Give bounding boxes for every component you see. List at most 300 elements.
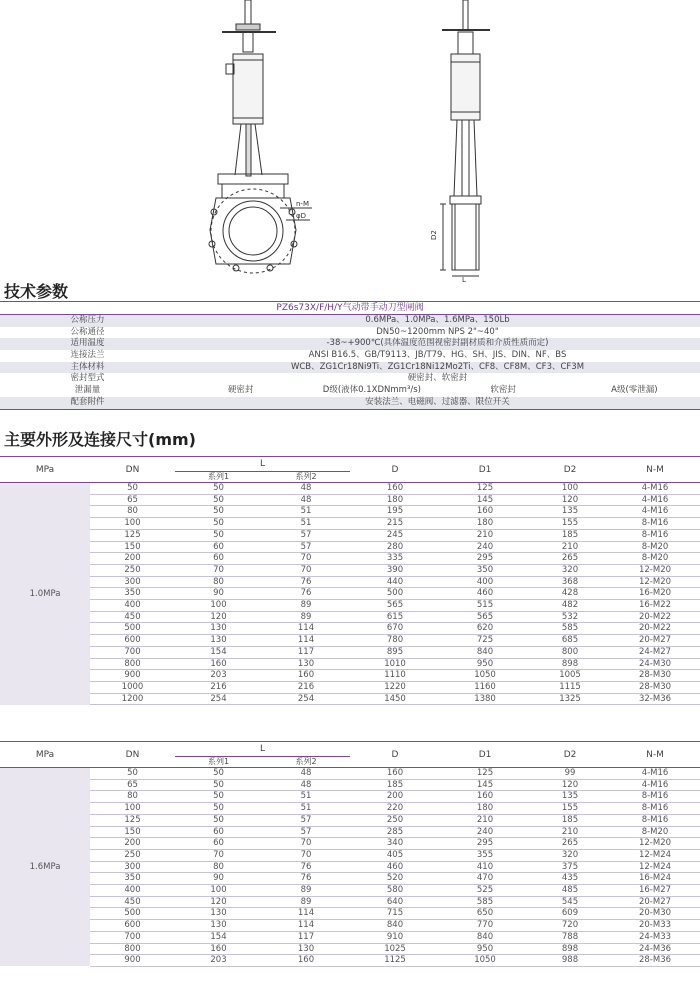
table-cell: 545	[530, 896, 610, 908]
table-cell: 24-M36	[610, 943, 700, 955]
table-cell: 1125	[350, 955, 440, 967]
table-row	[0, 564, 700, 576]
table-cell: 50	[175, 483, 262, 495]
params-rows	[0, 315, 700, 385]
table-cell: 1450	[350, 693, 440, 705]
table-cell: 216	[175, 681, 262, 693]
params-value: DN50~1200mm NPS 2"~40"	[376, 326, 499, 337]
table-cell: 375	[530, 861, 610, 873]
table-cell: 203	[175, 955, 262, 967]
table-cell: 185	[530, 529, 610, 541]
table-cell: 125	[440, 483, 530, 495]
table-row	[0, 896, 700, 908]
table-cell: 50	[175, 779, 262, 791]
params-value: 硬密封、软密封	[407, 373, 468, 384]
table-row	[0, 646, 700, 658]
table-cell: 50	[175, 529, 262, 541]
table-cell: 1005	[530, 670, 610, 682]
table-cell: 216	[262, 681, 350, 693]
table-cell: 60	[175, 826, 262, 838]
table-cell: 160	[440, 506, 530, 518]
table-cell: 520	[350, 873, 440, 885]
table-cell: 154	[175, 931, 262, 943]
table-cell: 160	[262, 955, 350, 967]
table-cell: 180	[440, 803, 530, 815]
table-cell: 89	[262, 600, 350, 612]
table-cell: 428	[530, 588, 610, 600]
table-cell: 410	[440, 861, 530, 873]
table-row	[0, 791, 700, 803]
params-label: 公称压力	[70, 315, 105, 325]
table-cell: 240	[440, 826, 530, 838]
dims-title: 主要外形及连接尺寸(mm)	[4, 430, 196, 449]
table-cell: 130	[262, 658, 350, 670]
col-d2: D2	[563, 464, 577, 475]
table-cell: 770	[440, 920, 530, 932]
table-cell: 20-M22	[610, 623, 700, 635]
dims-body-10	[0, 483, 700, 705]
table-cell: 200	[90, 553, 175, 565]
table-cell: 300	[90, 576, 175, 588]
table-cell: 210	[440, 814, 530, 826]
params-title: 技术参数	[4, 282, 69, 301]
table-cell: 1050	[440, 955, 530, 967]
table-cell: 117	[262, 931, 350, 943]
table-row	[0, 931, 700, 943]
dims-body-16	[0, 768, 700, 967]
table-cell: 400	[90, 600, 175, 612]
col-series1: 系列1	[207, 757, 230, 766]
table-cell: 1050	[440, 670, 530, 682]
table-cell: 340	[350, 838, 440, 850]
table-cell: 565	[440, 611, 530, 623]
table-cell: 50	[175, 494, 262, 506]
table-cell: 76	[262, 588, 350, 600]
params-row	[0, 338, 700, 350]
pressure-cell: 1.6MPa	[0, 768, 90, 967]
params-value: 0.6MPa、1.0MPa、1.6MPa、150Lb	[365, 315, 510, 325]
table-cell: 145	[440, 494, 530, 506]
params-label: 适用温度	[70, 338, 105, 349]
table-cell: 160	[440, 791, 530, 803]
table-cell: 300	[90, 861, 175, 873]
table-cell: 500	[90, 908, 175, 920]
table-row	[0, 483, 700, 495]
table-cell: 130	[175, 623, 262, 635]
table-cell: 50	[175, 506, 262, 518]
table-cell: 350	[90, 588, 175, 600]
dim-nm: n-M	[296, 200, 310, 208]
table-cell: 51	[262, 518, 350, 530]
table-cell: 250	[350, 814, 440, 826]
table-cell: 320	[530, 564, 610, 576]
table-row	[0, 849, 700, 861]
params-row-accessories	[0, 397, 700, 409]
front-view	[209, 0, 312, 273]
table-cell: 160	[350, 768, 440, 780]
table-cell: 285	[350, 826, 440, 838]
table-cell: 4-M16	[610, 494, 700, 506]
col-mpa: MPa	[35, 464, 55, 475]
table-cell: 50	[175, 791, 262, 803]
table-cell: 28-M30	[610, 681, 700, 693]
table-row	[0, 920, 700, 932]
table-cell: 435	[530, 873, 610, 885]
dim-d2: D2	[430, 230, 438, 240]
table-row	[0, 826, 700, 838]
table-cell: 80	[90, 791, 175, 803]
col-nm: N-M	[646, 749, 664, 760]
table-cell: 60	[175, 553, 262, 565]
table-cell: 114	[262, 920, 350, 932]
leakage-cell: A级(零泄漏)	[611, 385, 658, 396]
table-cell: 65	[90, 779, 175, 791]
table-cell: 90	[175, 873, 262, 885]
table-cell: 295	[440, 553, 530, 565]
params-value: ANSI B16.5、GB/T9113、JB/T79、HG、SH、JIS、DIN、NF、BS	[308, 350, 567, 361]
table-cell: 51	[262, 791, 350, 803]
table-cell: 150	[90, 826, 175, 838]
params-value: 安装法兰、电磁阀、过滤器、限位开关	[365, 396, 510, 407]
table-cell: 800	[90, 943, 175, 955]
table-cell: 16-M20	[610, 588, 700, 600]
table-cell: 12-M24	[610, 849, 700, 861]
table-cell: 532	[530, 611, 610, 623]
table-cell: 1325	[530, 693, 610, 705]
table-cell: 130	[175, 635, 262, 647]
col-d2: D2	[563, 749, 577, 760]
table-row	[0, 518, 700, 530]
table-cell: 950	[440, 943, 530, 955]
table-cell: 50	[175, 814, 262, 826]
table-cell: 99	[530, 768, 610, 780]
table-cell: 51	[262, 803, 350, 815]
table-cell: 50	[175, 803, 262, 815]
table-cell: 8-M16	[610, 518, 700, 530]
params-label: 泄漏量	[74, 385, 101, 396]
table-cell: 450	[90, 611, 175, 623]
table-cell: 135	[530, 791, 610, 803]
table-cell: 265	[530, 838, 610, 850]
table-cell: 16-M22	[610, 600, 700, 612]
table-cell: 100	[90, 518, 175, 530]
table-cell: 8-M20	[610, 826, 700, 838]
table-cell: 155	[530, 803, 610, 815]
table-cell: 515	[440, 600, 530, 612]
table-cell: 120	[530, 779, 610, 791]
col-d1: D1	[478, 464, 492, 475]
table-cell: 70	[262, 553, 350, 565]
table-row	[0, 635, 700, 647]
table-cell: 195	[350, 506, 440, 518]
dim-d: φD	[296, 212, 307, 220]
params-value: WCB、ZG1Cr18Ni9Ti、ZG1Cr18Ni12Mo2Ti、CF8、CF8M、CF3、CF3M	[290, 361, 585, 372]
table-cell: 210	[530, 541, 610, 553]
table-cell: 70	[262, 564, 350, 576]
table-cell: 135	[530, 506, 610, 518]
table-cell: 154	[175, 646, 262, 658]
table-cell: 4-M16	[610, 768, 700, 780]
table-cell: 57	[262, 529, 350, 541]
table-cell: 90	[175, 588, 262, 600]
table-cell: 20-M27	[610, 896, 700, 908]
table-cell: 20-M33	[610, 920, 700, 932]
table-cell: 405	[350, 849, 440, 861]
table-cell: 60	[175, 838, 262, 850]
table-cell: 80	[90, 506, 175, 518]
table-cell: 57	[262, 814, 350, 826]
col-dn: DN	[125, 749, 140, 760]
table-cell: 8-M16	[610, 791, 700, 803]
table-cell: 57	[262, 826, 350, 838]
table-cell: 4-M16	[610, 779, 700, 791]
table-cell: 565	[350, 600, 440, 612]
table-cell: 245	[350, 529, 440, 541]
table-cell: 780	[350, 635, 440, 647]
params-row	[0, 362, 700, 374]
table-cell: 988	[530, 955, 610, 967]
table-cell: 76	[262, 873, 350, 885]
params-value: -38~+900℃(具体温度范围视密封副材质和介质性质而定)	[326, 338, 549, 349]
table-cell: 910	[350, 931, 440, 943]
table-cell: 895	[350, 646, 440, 658]
table-row	[0, 553, 700, 565]
table-cell: 400	[440, 576, 530, 588]
table-cell: 950	[440, 658, 530, 670]
table-cell: 725	[440, 635, 530, 647]
table-cell: 180	[440, 518, 530, 530]
table-cell: 12-M20	[610, 564, 700, 576]
table-cell: 20-M27	[610, 635, 700, 647]
table-cell: 615	[350, 611, 440, 623]
table-cell: 788	[530, 931, 610, 943]
dims-table-16	[0, 741, 700, 967]
dims-table-10	[0, 456, 700, 705]
table-cell: 640	[350, 896, 440, 908]
table-cell: 65	[90, 494, 175, 506]
table-cell: 210	[530, 826, 610, 838]
table-cell: 70	[175, 849, 262, 861]
table-cell: 500	[90, 623, 175, 635]
valve-drawing	[0, 0, 700, 282]
params-label: 公称通径	[70, 326, 105, 337]
table-cell: 840	[440, 931, 530, 943]
table-row	[0, 943, 700, 955]
table-row	[0, 693, 700, 705]
table-cell: 700	[90, 931, 175, 943]
table-cell: 600	[90, 635, 175, 647]
table-cell: 1160	[440, 681, 530, 693]
leakage-cell: 软密封	[490, 385, 516, 396]
table-row	[0, 623, 700, 635]
table-cell: 185	[530, 814, 610, 826]
col-d1: D1	[478, 749, 492, 760]
table-cell: 50	[175, 518, 262, 530]
table-cell: 70	[262, 838, 350, 850]
table-cell: 20-M22	[610, 611, 700, 623]
table-cell: 1010	[350, 658, 440, 670]
table-cell: 100	[530, 483, 610, 495]
table-cell: 450	[90, 896, 175, 908]
table-row	[0, 885, 700, 897]
table-cell: 200	[350, 791, 440, 803]
table-cell: 800	[90, 658, 175, 670]
col-l: L	[175, 457, 350, 472]
table-cell: 28-M36	[610, 955, 700, 967]
table-cell: 350	[90, 873, 175, 885]
table-cell: 898	[530, 658, 610, 670]
table-cell: 600	[90, 920, 175, 932]
table-row	[0, 611, 700, 623]
table-cell: 155	[530, 518, 610, 530]
table-cell: 57	[262, 541, 350, 553]
table-cell: 355	[440, 849, 530, 861]
table-cell: 24-M33	[610, 931, 700, 943]
table-cell: 620	[440, 623, 530, 635]
table-row	[0, 803, 700, 815]
col-d: D	[391, 749, 399, 760]
table-cell: 460	[440, 588, 530, 600]
table-cell: 390	[350, 564, 440, 576]
table-cell: 470	[440, 873, 530, 885]
table-row	[0, 838, 700, 850]
table-cell: 8-M20	[610, 553, 700, 565]
table-cell: 210	[440, 529, 530, 541]
table-cell: 800	[530, 646, 610, 658]
table-cell: 145	[440, 779, 530, 791]
table-cell: 12-M24	[610, 861, 700, 873]
params-row	[0, 373, 700, 385]
table-cell: 130	[175, 908, 262, 920]
table-row	[0, 529, 700, 541]
table-row	[0, 541, 700, 553]
table-cell: 130	[262, 943, 350, 955]
table-cell: 100	[175, 600, 262, 612]
side-view	[440, 0, 490, 276]
params-label: 密封型式	[70, 373, 105, 384]
table-cell: 89	[262, 885, 350, 897]
table-cell: 440	[350, 576, 440, 588]
leakage-cell: 硬密封	[227, 385, 254, 396]
table-cell: 160	[175, 658, 262, 670]
table-row	[0, 658, 700, 670]
table-cell: 28-M30	[610, 670, 700, 682]
table-cell: 114	[262, 908, 350, 920]
table-cell: 100	[175, 885, 262, 897]
table-cell: 400	[90, 885, 175, 897]
table-cell: 16-M24	[610, 873, 700, 885]
table-cell: 720	[530, 920, 610, 932]
col-l: L	[175, 742, 350, 757]
dim-l: L	[462, 276, 466, 282]
table-cell: 160	[262, 670, 350, 682]
table-cell: 60	[175, 541, 262, 553]
col-series2: 系列2	[295, 757, 317, 766]
table-cell: 254	[262, 693, 350, 705]
table-cell: 70	[175, 564, 262, 576]
table-row	[0, 768, 700, 780]
table-cell: 8-M16	[610, 803, 700, 815]
table-cell: 485	[530, 885, 610, 897]
table-cell: 150	[90, 541, 175, 553]
table-cell: 609	[530, 908, 610, 920]
table-cell: 89	[262, 896, 350, 908]
table-cell: 24-M30	[610, 658, 700, 670]
table-cell: 48	[262, 483, 350, 495]
table-cell: 160	[350, 483, 440, 495]
table-cell: 130	[175, 920, 262, 932]
table-cell: 114	[262, 623, 350, 635]
table-cell: 840	[350, 920, 440, 932]
params-row	[0, 315, 700, 327]
table-cell: 120	[175, 611, 262, 623]
table-row	[0, 955, 700, 967]
table-cell: 254	[175, 693, 262, 705]
table-cell: 1220	[350, 681, 440, 693]
table-cell: 50	[90, 768, 175, 780]
table-cell: 8-M16	[610, 529, 700, 541]
table-row	[0, 670, 700, 682]
table-cell: 50	[175, 768, 262, 780]
table-cell: 320	[530, 849, 610, 861]
params-header: PZ6s73X/F/H/Y气动带手动刀型闸阀	[0, 301, 700, 315]
table-cell: 120	[530, 494, 610, 506]
table-cell: 240	[440, 541, 530, 553]
pressure-cell: 1.0MPa	[0, 483, 90, 705]
table-cell: 1200	[90, 693, 175, 705]
table-row	[0, 494, 700, 506]
params-row	[0, 327, 700, 339]
table-cell: 125	[90, 529, 175, 541]
params-label: 连接法兰	[70, 350, 105, 361]
table-cell: 24-M27	[610, 646, 700, 658]
table-cell: 220	[350, 803, 440, 815]
params-row-leakage	[0, 385, 700, 397]
table-row	[0, 814, 700, 826]
table-row	[0, 873, 700, 885]
table-cell: 50	[90, 483, 175, 495]
table-cell: 180	[350, 494, 440, 506]
table-row	[0, 588, 700, 600]
table-cell: 900	[90, 670, 175, 682]
table-cell: 203	[175, 670, 262, 682]
table-cell: 368	[530, 576, 610, 588]
table-cell: 20-M30	[610, 908, 700, 920]
table-cell: 89	[262, 611, 350, 623]
table-cell: 500	[350, 588, 440, 600]
table-cell: 700	[90, 646, 175, 658]
table-cell: 525	[440, 885, 530, 897]
col-mpa: MPa	[35, 749, 55, 760]
table-cell: 185	[350, 779, 440, 791]
table-cell: 12-M20	[610, 838, 700, 850]
table-cell: 80	[175, 861, 262, 873]
table-cell: 200	[90, 838, 175, 850]
params-row	[0, 350, 700, 362]
col-series2: 系列2	[295, 472, 317, 481]
table-cell: 8-M20	[610, 541, 700, 553]
table-cell: 685	[530, 635, 610, 647]
table-row	[0, 779, 700, 791]
table-row	[0, 681, 700, 693]
table-cell: 100	[90, 803, 175, 815]
table-cell: 580	[350, 885, 440, 897]
table-cell: 32-M36	[610, 693, 700, 705]
table-cell: 1025	[350, 943, 440, 955]
params-label: 配套附件	[70, 396, 105, 407]
table-cell: 585	[440, 896, 530, 908]
table-cell: 125	[440, 768, 530, 780]
